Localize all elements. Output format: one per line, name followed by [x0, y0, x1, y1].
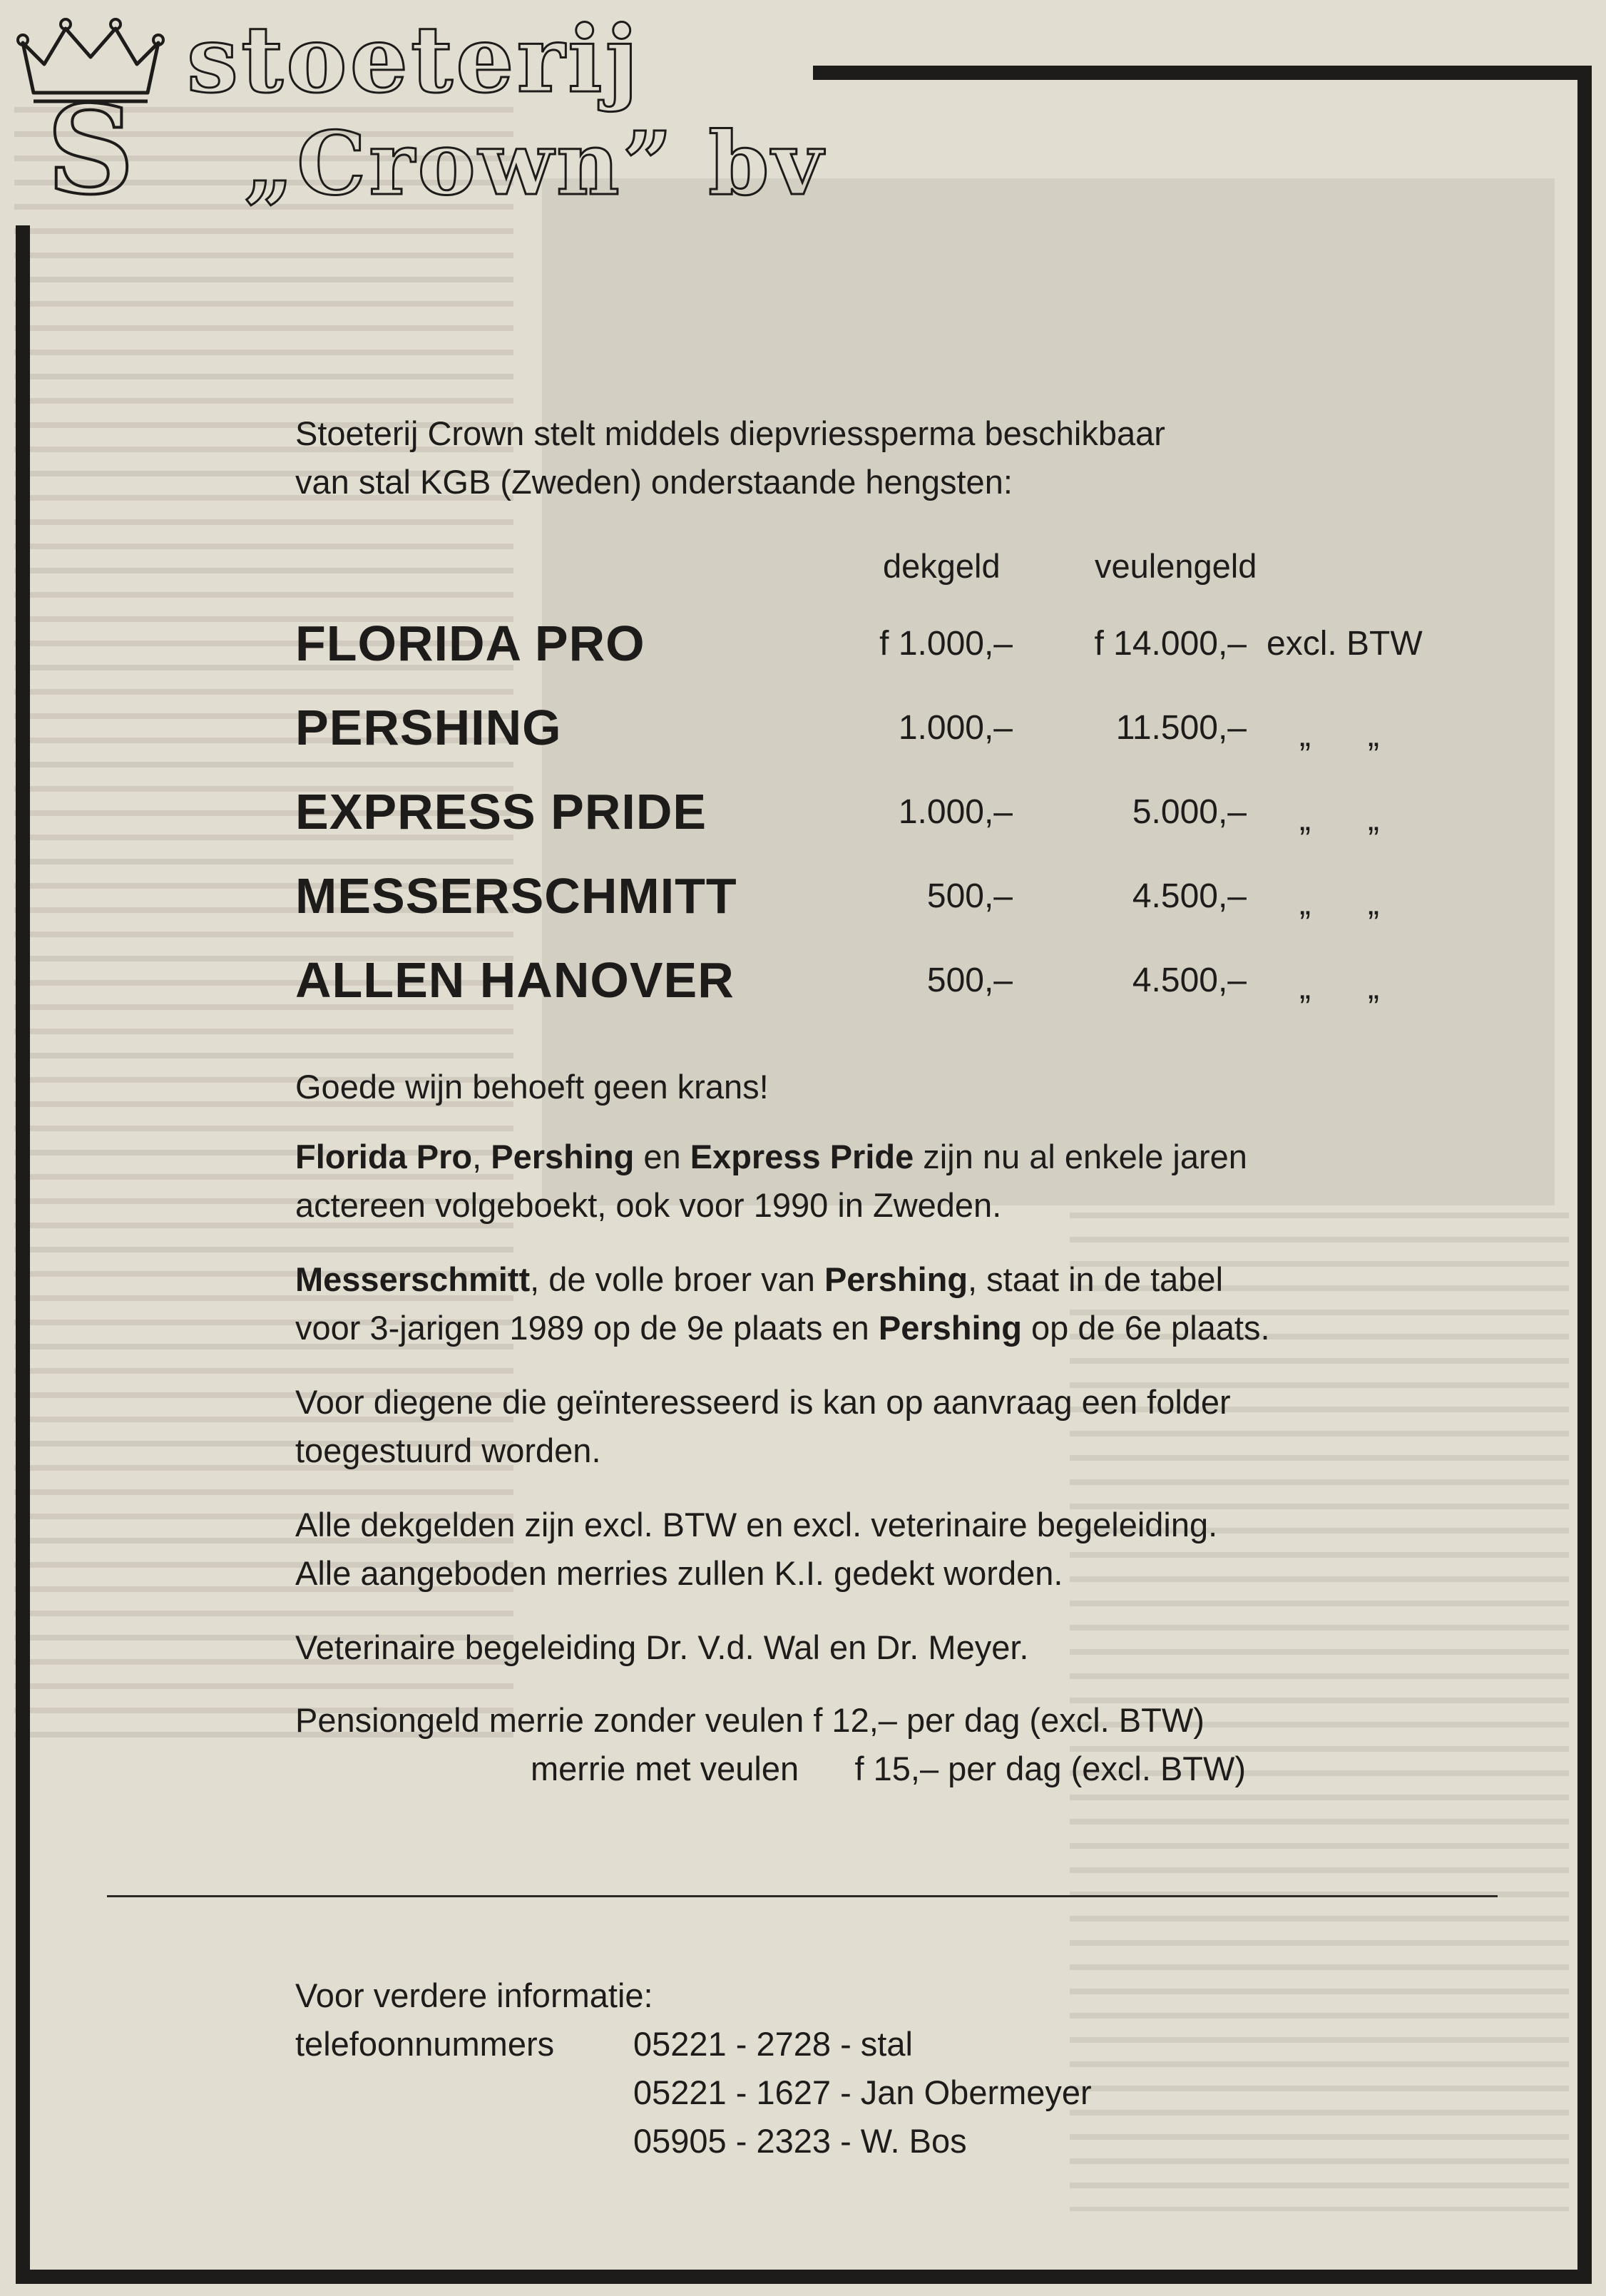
brand-line-2: „Crown” bv [244, 112, 826, 215]
intro-line-2: van stal KGB (Zweden) onderstaande hengsten: [295, 463, 1013, 501]
veulengeld-value: 4.500,– [1132, 877, 1247, 915]
column-header-veulengeld: veulengeld [1095, 547, 1257, 585]
stallion-mention: Pershing [491, 1138, 635, 1175]
logo-monogram: S [46, 79, 135, 200]
price-note: excl. BTW [1267, 625, 1423, 663]
veulengeld-value: f 14.000,– [1094, 625, 1247, 663]
crown-icon [16, 14, 165, 200]
paragraph-3-line-2: toegestuurd worden. [295, 1432, 601, 1469]
stallion-mention: Florida Pro [295, 1138, 473, 1175]
text-run: op de 6e plaats. [1021, 1309, 1270, 1347]
intro-line-1: Stoeterij Crown stelt middels diepvriessperma beschikbaar [295, 414, 1165, 452]
paragraph-4-line-1: Alle dekgelden zijn excl. BTW en excl. veterinaire begeleiding. [295, 1506, 1218, 1544]
dekgeld-value: 500,– [926, 877, 1013, 915]
price-note: „ „ [1299, 716, 1379, 754]
veterinary-line: Veterinaire begeleiding Dr. V.d. Wal en Dr. Meyer. [295, 1628, 1029, 1666]
dekgeld-value: 1.000,– [898, 709, 1013, 747]
text-run: voor 3-jarigen 1989 op de 9e plaats en [295, 1309, 879, 1347]
slogan: Goede wijn behoeft geen krans! [295, 1068, 769, 1106]
veulengeld-value: 4.500,– [1132, 961, 1247, 999]
background-photo-shadow [542, 178, 1555, 1205]
frame-bottom [16, 2270, 1592, 2284]
stallion-name: EXPRESS PRIDE [295, 784, 707, 840]
contact-label: telefoonnummers [295, 2025, 555, 2063]
paragraph-2-line-1 [295, 1255, 1223, 1304]
phone-number-obermeyer: 05221 - 1627 - Jan Obermeyer [633, 2073, 1092, 2111]
frame-top [813, 66, 1592, 80]
brand-line-1: stoeterij [187, 6, 641, 113]
dekgeld-value: 1.000,– [898, 793, 1013, 831]
text-run: zijn nu al enkele jaren [914, 1138, 1247, 1175]
text-run: , staat in de tabel [968, 1260, 1224, 1298]
stallion-name: MESSERSCHMITT [295, 868, 737, 924]
price-note: „ „ [1299, 800, 1379, 838]
column-header-dekgeld: dekgeld [883, 547, 1001, 585]
divider [107, 1895, 1498, 1897]
paragraph-1-line-1 [295, 1133, 1247, 1181]
boarding-fee-line-2: merrie met veulen f 15,– per dag (excl. BTW) [531, 1750, 1247, 1787]
brand-wordmark [187, 6, 826, 215]
stallion-mention: Express Pride [690, 1138, 914, 1175]
phone-number-bos: 05905 - 2323 - W. Bos [633, 2122, 967, 2160]
stallion-mention: Messerschmitt [295, 1260, 531, 1298]
paragraph-1-line-2: actereen volgeboekt, ook voor 1990 in Zweden. [295, 1186, 1002, 1224]
veulengeld-value: 11.500,– [1115, 709, 1247, 747]
price-note: „ „ [1299, 884, 1379, 922]
veulengeld-value: 5.000,– [1132, 793, 1247, 831]
phone-number-stal: 05221 - 2728 - stal [633, 2025, 913, 2063]
text-run: , [472, 1138, 491, 1175]
stallion-name: FLORIDA PRO [295, 616, 645, 671]
boarding-fee-line-1: Pensiongeld merrie zonder veulen f 12,– per dag (excl. BTW) [295, 1701, 1204, 1739]
paragraph-2-line-2 [295, 1304, 1270, 1352]
stallion-mention: Pershing [824, 1260, 968, 1298]
frame-left [16, 225, 30, 2284]
text-run: , de volle broer van [530, 1260, 824, 1298]
dekgeld-value: 500,– [926, 961, 1013, 999]
paragraph-3-line-1: Voor diegene die geïnteresseerd is kan op aanvraag een folder [295, 1383, 1231, 1421]
paragraph-4-line-2: Alle aangeboden merries zullen K.I. gedekt worden. [295, 1554, 1063, 1592]
text-run: en [634, 1138, 690, 1175]
stallion-mention: Pershing [878, 1309, 1022, 1347]
price-note: „ „ [1299, 969, 1379, 1006]
stallion-name: ALLEN HANOVER [295, 952, 735, 1008]
contact-heading: Voor verdere informatie: [295, 1976, 653, 2014]
stallion-name: PERSHING [295, 700, 562, 755]
frame-right [1577, 66, 1592, 2284]
dekgeld-value: f 1.000,– [879, 625, 1013, 663]
